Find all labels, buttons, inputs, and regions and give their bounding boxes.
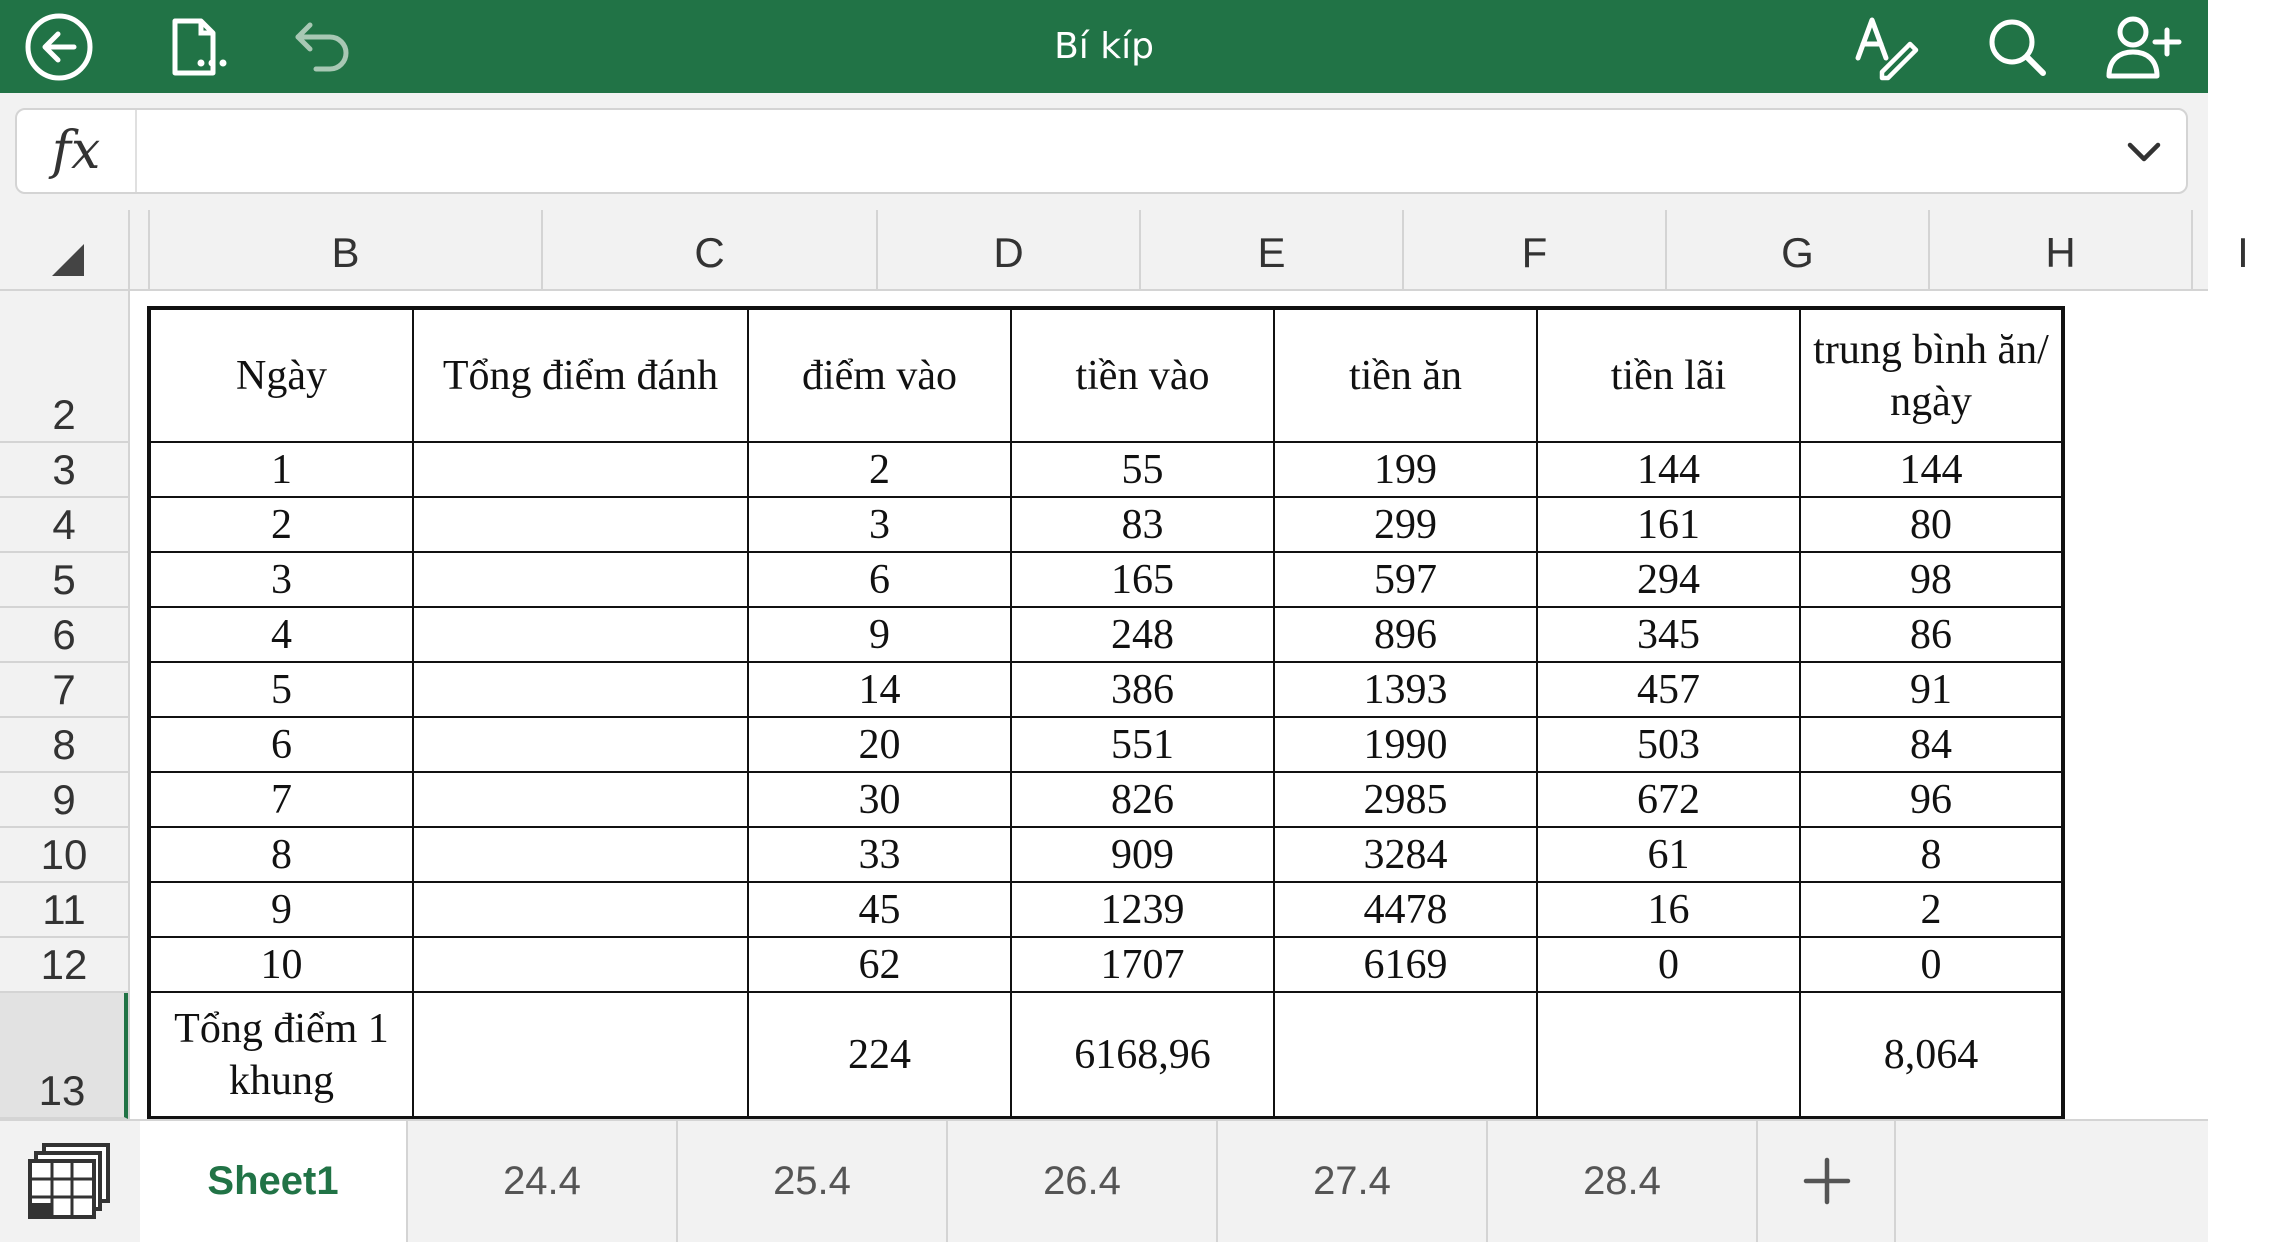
sheet-grid-icon[interactable] — [0, 1121, 140, 1242]
table-cell[interactable]: 10 — [149, 937, 413, 992]
table-cell[interactable]: 9 — [748, 607, 1011, 662]
table-cell[interactable]: 1707 — [1011, 937, 1274, 992]
total-label-cell[interactable]: Tổng điểm 1 khung — [149, 992, 413, 1118]
header-row — [149, 308, 2063, 442]
table-cell[interactable]: 4 — [149, 607, 413, 662]
table-cell[interactable]: 248 — [1011, 607, 1274, 662]
table-cell[interactable] — [413, 992, 748, 1118]
table-cell[interactable] — [1274, 992, 1537, 1118]
table-cell[interactable]: 161 — [1537, 497, 1800, 552]
header-cell[interactable]: Ngày — [149, 308, 413, 442]
table-cell[interactable]: 909 — [1011, 827, 1274, 882]
table-cell[interactable]: 345 — [1537, 607, 1800, 662]
table-cell[interactable] — [413, 882, 748, 937]
formula-bar[interactable] — [15, 108, 2188, 194]
table-row — [149, 882, 2063, 937]
table-cell[interactable]: 2985 — [1274, 772, 1537, 827]
table-cell[interactable]: 199 — [1274, 442, 1537, 497]
table-cell[interactable]: 7 — [149, 772, 413, 827]
row-header-12[interactable]: 12 — [0, 938, 128, 993]
table-cell[interactable]: 33 — [748, 827, 1011, 882]
column-header-b[interactable]: B — [150, 210, 543, 289]
header-cell[interactable]: tiền ăn — [1274, 308, 1537, 442]
table-row — [149, 442, 2063, 497]
table-row — [149, 827, 2063, 882]
column-header-h[interactable]: H — [1930, 210, 2193, 289]
table-cell[interactable]: 98 — [1800, 552, 2063, 607]
table-cell[interactable]: 826 — [1011, 772, 1274, 827]
table-cell[interactable] — [413, 442, 748, 497]
column-header-g[interactable]: G — [1667, 210, 1930, 289]
row-header-5[interactable]: 5 — [0, 553, 128, 608]
row-header-10[interactable]: 10 — [0, 828, 128, 883]
row-headers — [0, 291, 130, 1119]
table-cell[interactable]: 6168,96 — [1011, 992, 1274, 1118]
table-cell[interactable]: 14 — [748, 662, 1011, 717]
table-cell[interactable]: 2 — [149, 497, 413, 552]
table-cell[interactable]: 1393 — [1274, 662, 1537, 717]
sheet-tab-26-4[interactable]: 26.4 — [948, 1121, 1218, 1242]
table-cell[interactable]: 20 — [748, 717, 1011, 772]
table-cell[interactable]: 4478 — [1274, 882, 1537, 937]
table-cell[interactable] — [1537, 992, 1800, 1118]
table-cell[interactable]: 144 — [1537, 442, 1800, 497]
row-header-9[interactable]: 9 — [0, 773, 128, 828]
table-row — [149, 937, 2063, 992]
sheet-tab-24-4[interactable]: 24.4 — [408, 1121, 678, 1242]
column-header-f[interactable]: F — [1404, 210, 1667, 289]
table-cell[interactable]: 45 — [748, 882, 1011, 937]
table-cell[interactable]: 672 — [1537, 772, 1800, 827]
table-cell[interactable] — [413, 497, 748, 552]
table-row — [149, 717, 2063, 772]
table-cell[interactable]: 5 — [149, 662, 413, 717]
table-cell[interactable]: 91 — [1800, 662, 2063, 717]
table-cell[interactable]: 1990 — [1274, 717, 1537, 772]
header-cell[interactable]: tiền vào — [1011, 308, 1274, 442]
undo-icon[interactable] — [285, 10, 359, 84]
table-cell[interactable]: 1239 — [1011, 882, 1274, 937]
table-cell[interactable]: 9 — [149, 882, 413, 937]
sheet-tab-sheet1[interactable]: Sheet1 — [140, 1121, 408, 1242]
total-row — [149, 992, 2063, 1118]
row-header-4[interactable]: 4 — [0, 498, 128, 553]
table-cell[interactable]: 299 — [1274, 497, 1537, 552]
table-cell[interactable]: 503 — [1537, 717, 1800, 772]
table-cell[interactable] — [413, 937, 748, 992]
sheet-tab-27-4[interactable]: 27.4 — [1218, 1121, 1488, 1242]
row-header-13[interactable]: 13 — [0, 993, 128, 1119]
sheet-tab-bar — [0, 1119, 2208, 1242]
header-cell[interactable]: Tổng điểm đánh — [413, 308, 748, 442]
table-cell[interactable]: 61 — [1537, 827, 1800, 882]
table-cell[interactable]: 457 — [1537, 662, 1800, 717]
chevron-down-icon[interactable] — [2120, 128, 2168, 176]
table-cell[interactable]: 96 — [1800, 772, 2063, 827]
table-cell[interactable] — [413, 662, 748, 717]
table-cell[interactable]: 6169 — [1274, 937, 1537, 992]
table-cell[interactable]: 0 — [1537, 937, 1800, 992]
add-person-icon[interactable] — [2106, 10, 2180, 84]
table-row — [149, 607, 2063, 662]
table-cell[interactable]: 551 — [1011, 717, 1274, 772]
column-header-c[interactable]: C — [543, 210, 878, 289]
table-cell[interactable]: 165 — [1011, 552, 1274, 607]
table-cell[interactable]: 2 — [748, 442, 1011, 497]
table-cell[interactable]: 8 — [149, 827, 413, 882]
row-header-8[interactable]: 8 — [0, 718, 128, 773]
row-header-7[interactable]: 7 — [0, 663, 128, 718]
table-cell[interactable]: 84 — [1800, 717, 2063, 772]
table-cell[interactable]: 8,064 — [1800, 992, 2063, 1118]
table-cell[interactable]: 896 — [1274, 607, 1537, 662]
table-cell[interactable]: 3 — [149, 552, 413, 607]
header-cell[interactable]: trung bình ăn/ ngày — [1800, 308, 2063, 442]
table-cell[interactable]: 55 — [1011, 442, 1274, 497]
table-cell[interactable]: 3284 — [1274, 827, 1537, 882]
column-header-a[interactable] — [130, 210, 150, 289]
table-row — [149, 772, 2063, 827]
table-cell[interactable]: 0 — [1800, 937, 2063, 992]
sheet-tab-28-4[interactable]: 28.4 — [1488, 1121, 1758, 1242]
data-table — [147, 306, 2065, 1120]
table-cell[interactable] — [413, 717, 748, 772]
table-row — [149, 552, 2063, 607]
table-cell[interactable]: 3 — [748, 497, 1011, 552]
row-header-11[interactable]: 11 — [0, 883, 128, 938]
column-header-d[interactable]: D — [878, 210, 1141, 289]
table-cell[interactable]: 144 — [1800, 442, 2063, 497]
table-cell[interactable] — [413, 772, 748, 827]
column-header-i[interactable]: I — [2237, 229, 2249, 276]
header-cell[interactable]: điểm vào — [748, 308, 1011, 442]
sheet-grid[interactable] — [132, 291, 2208, 1119]
table-row — [149, 497, 2063, 552]
table-cell[interactable]: 294 — [1537, 552, 1800, 607]
table-row — [149, 662, 2063, 717]
table-cell[interactable]: 6 — [149, 717, 413, 772]
back-arrow-circle-icon[interactable] — [22, 10, 96, 84]
table-cell[interactable]: 80 — [1800, 497, 2063, 552]
title-bar — [0, 0, 2208, 93]
row-header-6[interactable]: 6 — [0, 608, 128, 663]
row-header-3[interactable]: 3 — [0, 443, 128, 498]
table-cell[interactable]: 1 — [149, 442, 413, 497]
table-cell[interactable]: 6 — [748, 552, 1011, 607]
sheet-tab-25-4[interactable]: 25.4 — [678, 1121, 948, 1242]
header-cell[interactable]: tiền lãi — [1537, 308, 1800, 442]
table-cell[interactable]: 224 — [748, 992, 1011, 1118]
column-headers — [130, 210, 2249, 291]
table-cell[interactable]: 8 — [1800, 827, 2063, 882]
table-cell[interactable]: 86 — [1800, 607, 2063, 662]
table-cell[interactable]: 597 — [1274, 552, 1537, 607]
search-icon[interactable] — [1980, 10, 2054, 84]
column-header-e[interactable]: E — [1141, 210, 1404, 289]
table-cell[interactable]: 62 — [748, 937, 1011, 992]
select-all-corner[interactable] — [0, 210, 130, 291]
table-cell[interactable]: 386 — [1011, 662, 1274, 717]
formula-bar-area — [0, 93, 2208, 210]
file-options-icon[interactable] — [160, 10, 234, 84]
table-cell[interactable] — [413, 607, 748, 662]
plus-icon[interactable] — [1758, 1121, 1896, 1242]
draw-pen-icon[interactable] — [1850, 10, 1924, 84]
table-cell[interactable] — [413, 552, 748, 607]
table-cell[interactable]: 83 — [1011, 497, 1274, 552]
table-cell[interactable] — [413, 827, 748, 882]
row-header-2[interactable]: 2 — [0, 291, 128, 443]
document-title: Bí kíp — [1054, 26, 1154, 67]
function-icon[interactable]: fx — [17, 110, 137, 192]
table-cell[interactable]: 2 — [1800, 882, 2063, 937]
table-cell[interactable]: 16 — [1537, 882, 1800, 937]
table-cell[interactable]: 30 — [748, 772, 1011, 827]
